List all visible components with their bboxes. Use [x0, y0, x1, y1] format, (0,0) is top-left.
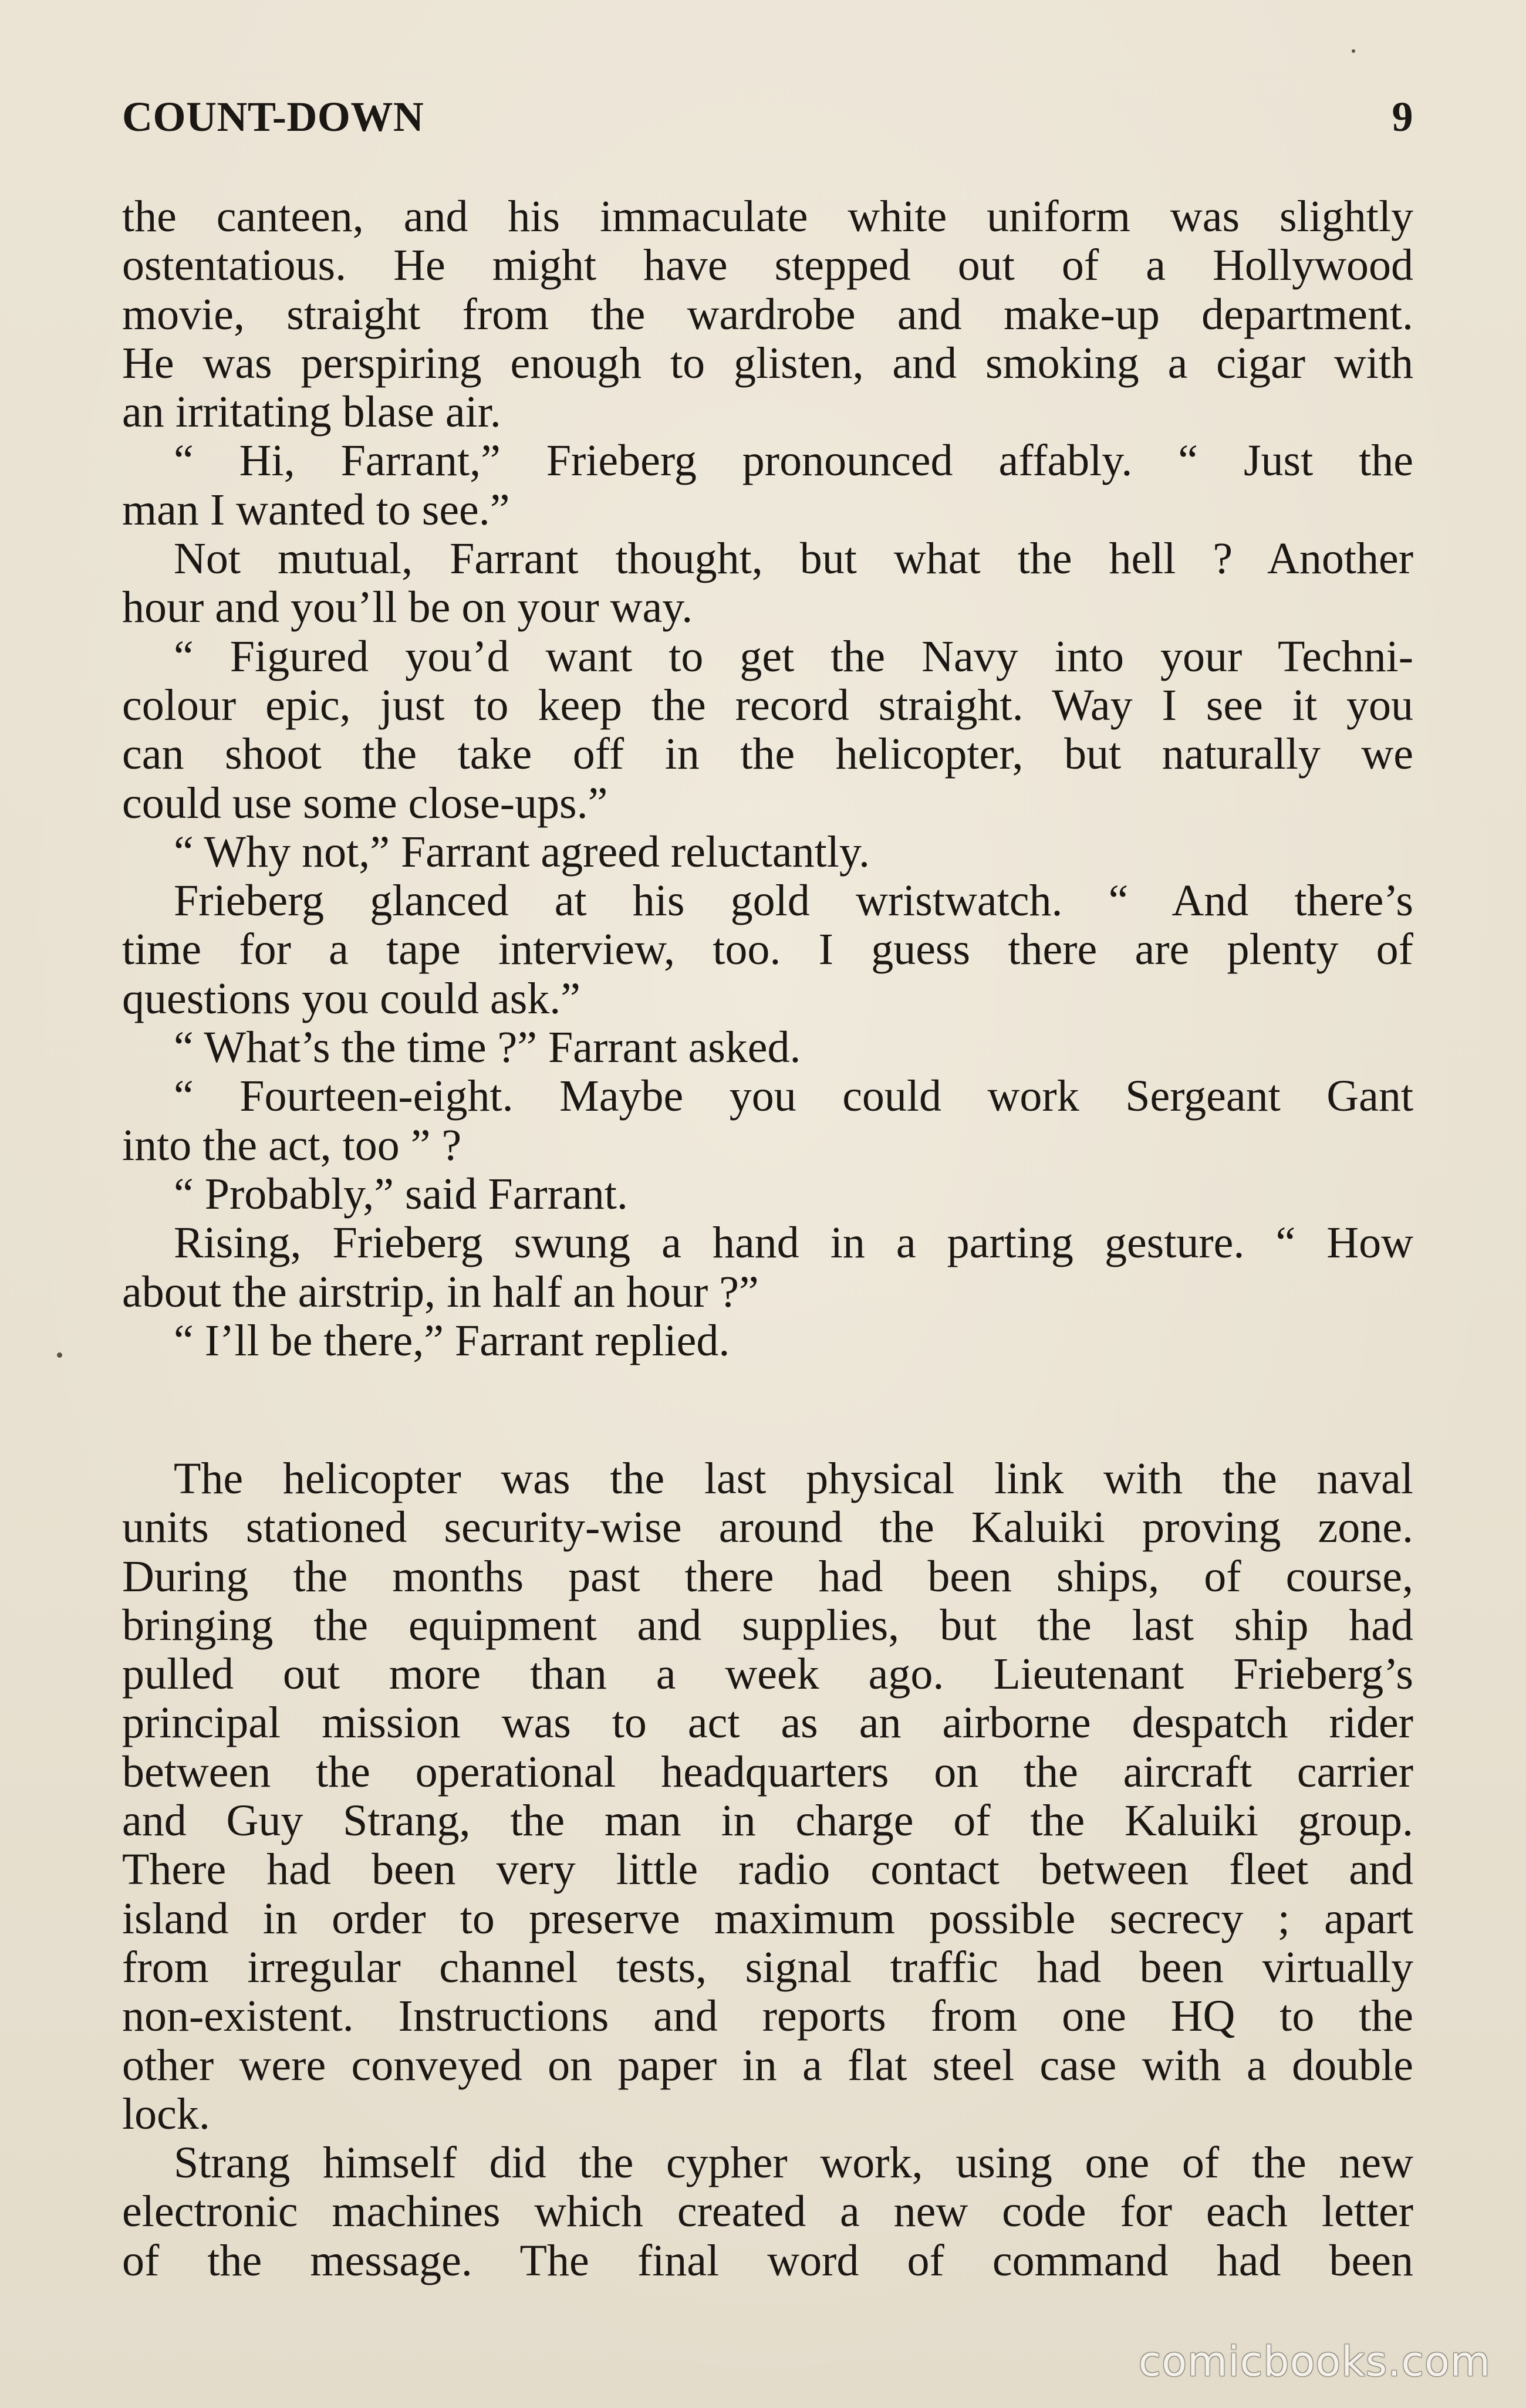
text-line: principal mission was to act as an airborne despatch rider [122, 1699, 1413, 1748]
text-line: “ Probably,” said Farrant. [174, 1169, 628, 1219]
text-line: bringing the equipment and supplies, but the last ship had [122, 1601, 1413, 1650]
text-line: “ Figured you’d want to get the Navy into your Techni- [174, 632, 1413, 681]
text-line: into the act, too ” ? [122, 1121, 462, 1170]
text-line: time for a tape interview, too. I guess there are plenty of [122, 925, 1413, 975]
text-line: There had been very little radio contact between fleet and [122, 1845, 1413, 1895]
text-line: ostentatious. He might have stepped out of a Hollywood [122, 241, 1413, 290]
text-line: “ What’s the time ?” Farrant asked. [174, 1023, 801, 1073]
page-number: 9 [1392, 93, 1413, 140]
text-line: man I wanted to see.” [122, 485, 510, 535]
text-line: “ Hi, Farrant,” Frieberg pronounced affably. “ Just the [174, 437, 1413, 486]
text-line: “ Fourteen-eight. Maybe you could work Sergeant Gant [174, 1072, 1413, 1121]
text-line: lock. [122, 2089, 210, 2139]
text-line: colour epic, just to keep the record straight. Way I see it you [122, 681, 1413, 730]
text-line: and Guy Strang, the man in charge of the Kaluiki group. [122, 1797, 1413, 1846]
text-line: units stationed security-wise around the Kaluiki proving zone. [122, 1503, 1413, 1553]
text-line: can shoot the take off in the helicopter, but naturally we [122, 730, 1413, 779]
running-head [122, 93, 1413, 151]
text-line: could use some close-ups.” [122, 779, 608, 828]
text-line: Not mutual, Farrant thought, but what the hell ? Another [174, 535, 1413, 584]
print-speck [1352, 49, 1355, 53]
text-line: non-existent. Instructions and reports from one HQ to the [122, 1992, 1413, 2041]
watermark-text: comicbooks.com [1138, 2338, 1491, 2386]
text-line: “ Why not,” Farrant agreed reluctantly. [174, 827, 870, 877]
text-line: from irregular channel tests, signal traffic had been virtually [122, 1943, 1413, 1992]
text-line: Rising, Frieberg swung a hand in a parting gesture. “ How [174, 1219, 1413, 1268]
text-line: the canteen, and his immaculate white uniform was slightly [122, 192, 1413, 241]
text-block-dialogue [122, 192, 1413, 1365]
text-line: hour and you’ll be on your way. [122, 583, 693, 633]
chapter-title: COUNT-DOWN [122, 93, 424, 140]
print-speck [57, 1352, 62, 1358]
text-line: He was perspiring enough to glisten, and smoking a cigar with [122, 339, 1413, 388]
text-line: pulled out more than a week ago. Lieutenant Frieberg’s [122, 1650, 1413, 1699]
text-line: an irritating blase air. [122, 388, 501, 437]
text-line: of the message. The final word of command had been [122, 2236, 1413, 2285]
text-line: island in order to preserve maximum possible secrecy ; apart [122, 1894, 1413, 1943]
text-line: The helicopter was the last physical link with the naval [174, 1455, 1413, 1503]
text-line: “ I’ll be there,” Farrant replied. [174, 1316, 730, 1365]
text-line: other were conveyed on paper in a flat steel case with a double [122, 2041, 1413, 2090]
text-line: between the operational headquarters on the aircraft carrier [122, 1747, 1413, 1797]
text-line: Strang himself did the cypher work, using one of the new [174, 2139, 1413, 2188]
text-line: During the months past there had been ships, of course, [122, 1552, 1413, 1601]
text-line: electronic machines which created a new code for each letter [122, 2187, 1413, 2237]
text-line: about the airstrip, in half an hour ?” [122, 1267, 759, 1317]
text-line: movie, straight from the wardrobe and make-up department. [122, 290, 1413, 339]
text-line: Frieberg glanced at his gold wristwatch. “ And there’s [174, 877, 1413, 926]
text-line: questions you could ask.” [122, 974, 581, 1023]
text-block-narrative [122, 1455, 1413, 2285]
